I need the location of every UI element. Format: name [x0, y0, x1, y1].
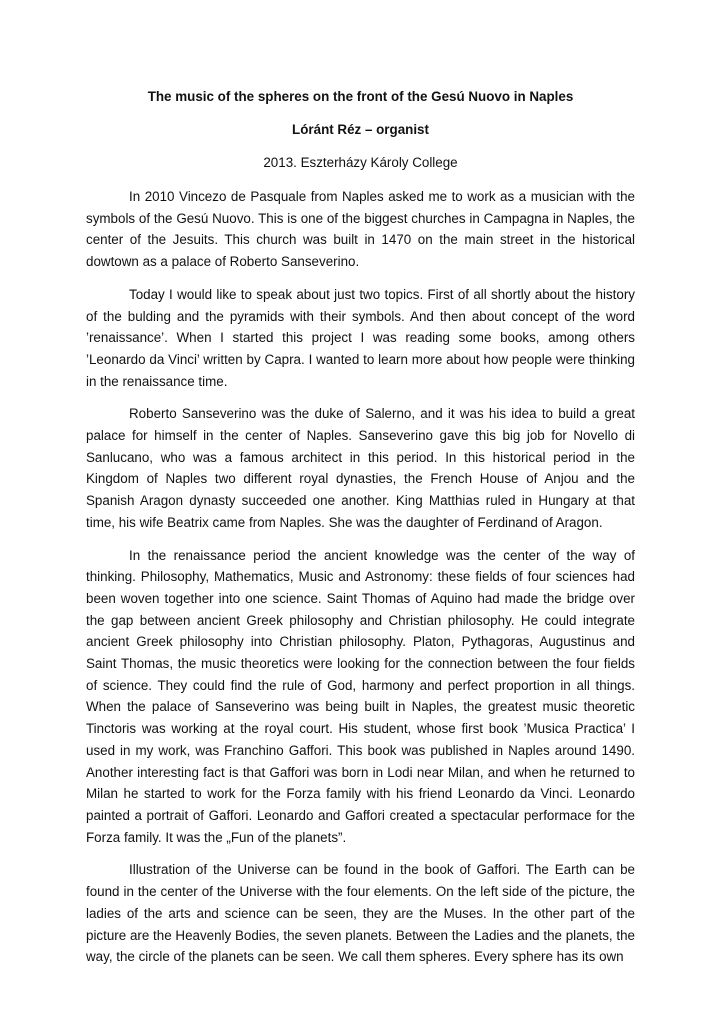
- paragraph-4: In the renaissance period the ancient knowledge was the center of the way of thinking. Philosophy, Mathematics, Music and Astronomy: these fields of four sciences had been woven together into one science. Saint Thomas of Aquino had made the bridge over the gap between ancient Greek philosophy and Christian philosophy. He could integrate ancient Greek philosophy into Christian philosophy. Platon, Pythagoras, Augustinus and Saint Thomas, the music theoretics were looking for the connection between the four fields of science. They could find the rule of God, harmony and perfect proportion in all things. When the palace of Sanseverino was being built in Naples, the greatest music theoretic Tinctoris was working at the royal court. His student, whose first book ’Musica Practica’ I used in my work, was Franchino Gaffori. This book was published in Naples around 1490. Another interesting fact is that Gaffori was born in Lodi near Milan, and when he returned to Milan he started to work for the Forza family with his friend Leonardo da Vinci. Leonardo painted a portrait of Gaffori. Leonardo and Gaffori created a spectacular performace for the Forza family. It was the „Fun of the planets”.: [86, 547, 635, 845]
- paragraph-3: Roberto Sanseverino was the duke of Salerno, and it was his idea to build a great palace for himself in the center of Naples. Sanseverino gave this big job for Novello di Sanlucano, who was a famous architect in this period. In this historical period in the Kingdom of Naples two different royal dynasties, the French House of Anjou and the Spanish Aragon dynasty succeeded one another. King Matthias ruled in Hungary at that time, his wife Beatrix came from Naples. She was the daughter of Ferdinand of Aragon.: [86, 406, 635, 530]
- document-title: The music of the spheres on the front of the Gesú Nuovo in Naples: [147, 89, 574, 104]
- document-body: [86, 186, 635, 968]
- document-author: Lóránt Réz – organist: [292, 122, 429, 137]
- paragraph-2: Today I would like to speak about just two topics. First of all shortly about the history of the bulding and the pyramids with their symbols. And then about concept of the word ’renaissance’. When I started this project I was reading some books, among others ’Leonardo da Vinci’ written by Capra. I wanted to learn more about how people were thinking in the renaissance time.: [86, 286, 635, 389]
- document-page: [86, 87, 635, 979]
- document-meta: 2013. Eszterházy Károly College: [263, 155, 458, 170]
- paragraph-5: Illustration of the Universe can be found in the book of Gaffori. The Earth can be found in the center of the Universe with the four elements. On the left side of the picture, the ladies of the arts and science can be seen, they are the Muses. In the other part of the picture are the Heavenly Bodies, the seven planets. Between the Ladies and the planets, the way, the circle of the planets can be seen. We call them spheres. Every sphere has its own: [86, 862, 635, 965]
- paragraph-1: In 2010 Vincezo de Pasquale from Naples asked me to work as a musician with the symbols of the Gesú Nuovo. This is one of the biggest churches in Campagna in Naples, the center of the Jesuits. This church was built in 1470 on the main street in the historical dowtown as a palace of Roberto Sanseverino.: [86, 189, 635, 270]
